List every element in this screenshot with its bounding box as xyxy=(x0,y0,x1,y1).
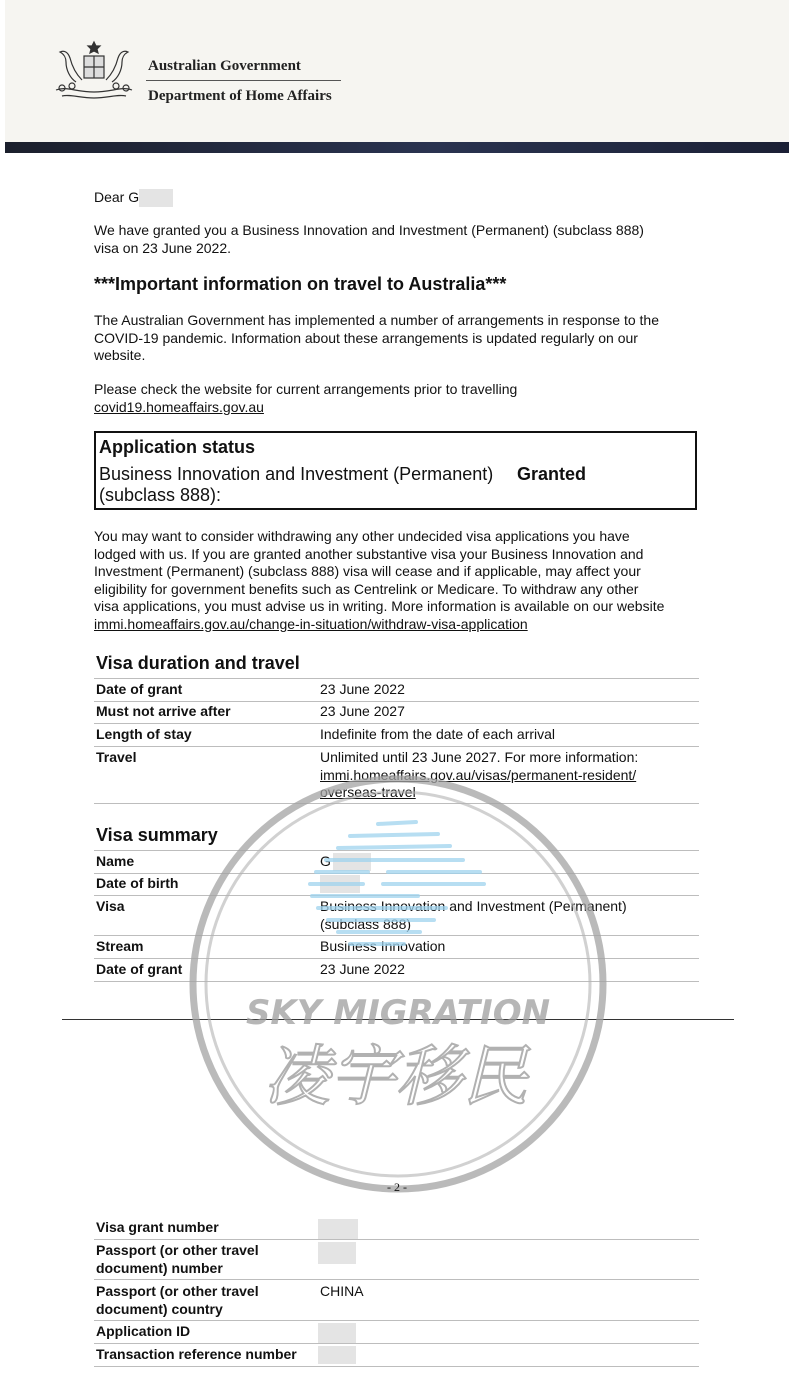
government-name: Australian Government xyxy=(148,58,301,74)
status-title: Application status xyxy=(99,437,256,457)
table-row: Length of stay Indefinite from the date of each arrival xyxy=(94,724,699,747)
table-row: Transaction reference number xyxy=(94,1344,699,1367)
redacted-name xyxy=(139,189,173,207)
table-row: Name G xyxy=(94,850,699,874)
table-row: Visa grant number xyxy=(94,1217,699,1240)
redacted-transaction-reference xyxy=(318,1346,356,1364)
travel-notice-heading: ***Important information on travel to Australia*** xyxy=(94,274,507,294)
covid-website-link[interactable]: covid19.homeaffairs.gov.au xyxy=(94,398,264,415)
header-divider xyxy=(146,80,341,81)
duration-section-title: Visa duration and travel xyxy=(96,653,300,673)
withdraw-paragraph: You may want to consider withdrawing any other undecided visa applications you have lodged with us. If you are granted another substantive visa your Business Innovation and Investment (Permanent) (subclass 888) visa will cease and if applicable, may affect your eligibility for government benefits such as Centrelink or Medicare. To withdraw any other visa applications, you must advise us in writing. More information is available on our website immi.homeaffairs.gov.au/change-in-situation/withdraw-visa-application xyxy=(94,528,665,632)
table-row: Date of grant 23 June 2022 xyxy=(94,959,699,982)
salutation: Dear G xyxy=(94,189,173,207)
redacted-passport-number xyxy=(318,1242,356,1264)
covid-paragraph: The Australian Government has implemented a number of arrangements in response to the COVID-19 pandemic. Information about these arrangements is updated regularly on our website. xyxy=(94,312,659,363)
redacted-birth-date xyxy=(320,875,360,893)
watermark-english-text: SKY MIGRATION xyxy=(245,993,551,1033)
status-value: Granted xyxy=(517,464,587,484)
overseas-travel-link-cont[interactable]: overseas-travel xyxy=(320,784,416,800)
page-number: - 2 - xyxy=(387,1180,407,1194)
table-row: Passport (or other travel document) number xyxy=(94,1240,699,1280)
commonwealth-coat-of-arms-icon xyxy=(48,38,140,104)
table-row: Date of grant 23 June 2022 xyxy=(94,678,699,702)
status-visa-name: Business Innovation and Investment (Permanent) (subclass 888): xyxy=(99,464,494,505)
withdraw-visa-link[interactable]: immi.homeaffairs.gov.au/change-in-situation/withdraw-visa-application xyxy=(94,615,528,632)
application-status-box xyxy=(94,431,697,510)
table-row: Date of birth xyxy=(94,873,699,896)
table-row: Application ID xyxy=(94,1321,699,1344)
table-row: Visa Business Innovation and Investment (Permanent) (subclass 888) xyxy=(94,896,699,936)
redacted-application-id xyxy=(318,1323,356,1343)
table-row: Stream Business Innovation xyxy=(94,936,699,959)
grant-paragraph: We have granted you a Business Innovation and Investment (Permanent) (subclass 888) visa on 23 June 2022. xyxy=(94,222,644,256)
department-name: Department of Home Affairs xyxy=(148,88,332,104)
redacted-name xyxy=(333,853,371,871)
table-row: Must not arrive after 23 June 2027 xyxy=(94,701,699,724)
sky-migration-watermark xyxy=(188,774,608,1194)
page-break-rule xyxy=(62,1019,734,1020)
table-row: Travel Unlimited until 23 June 2027. For more information: immi.homeaffairs.gov.au/visas/permanent-resident/ overseas-travel xyxy=(94,747,699,804)
check-website-paragraph: Please check the website for current arrangements prior to travelling covid19.homeaffairs.gov.au xyxy=(94,381,518,415)
table-row: Passport (or other travel document) country CHINA xyxy=(94,1281,699,1321)
watermark-chinese-text: 凌宇移民 xyxy=(264,1038,528,1115)
summary-section-title: Visa summary xyxy=(96,825,218,845)
redacted-grant-number xyxy=(318,1219,358,1239)
header-color-bar xyxy=(5,142,789,153)
overseas-travel-link[interactable]: immi.homeaffairs.gov.au/visas/permanent-resident/ xyxy=(320,766,637,783)
